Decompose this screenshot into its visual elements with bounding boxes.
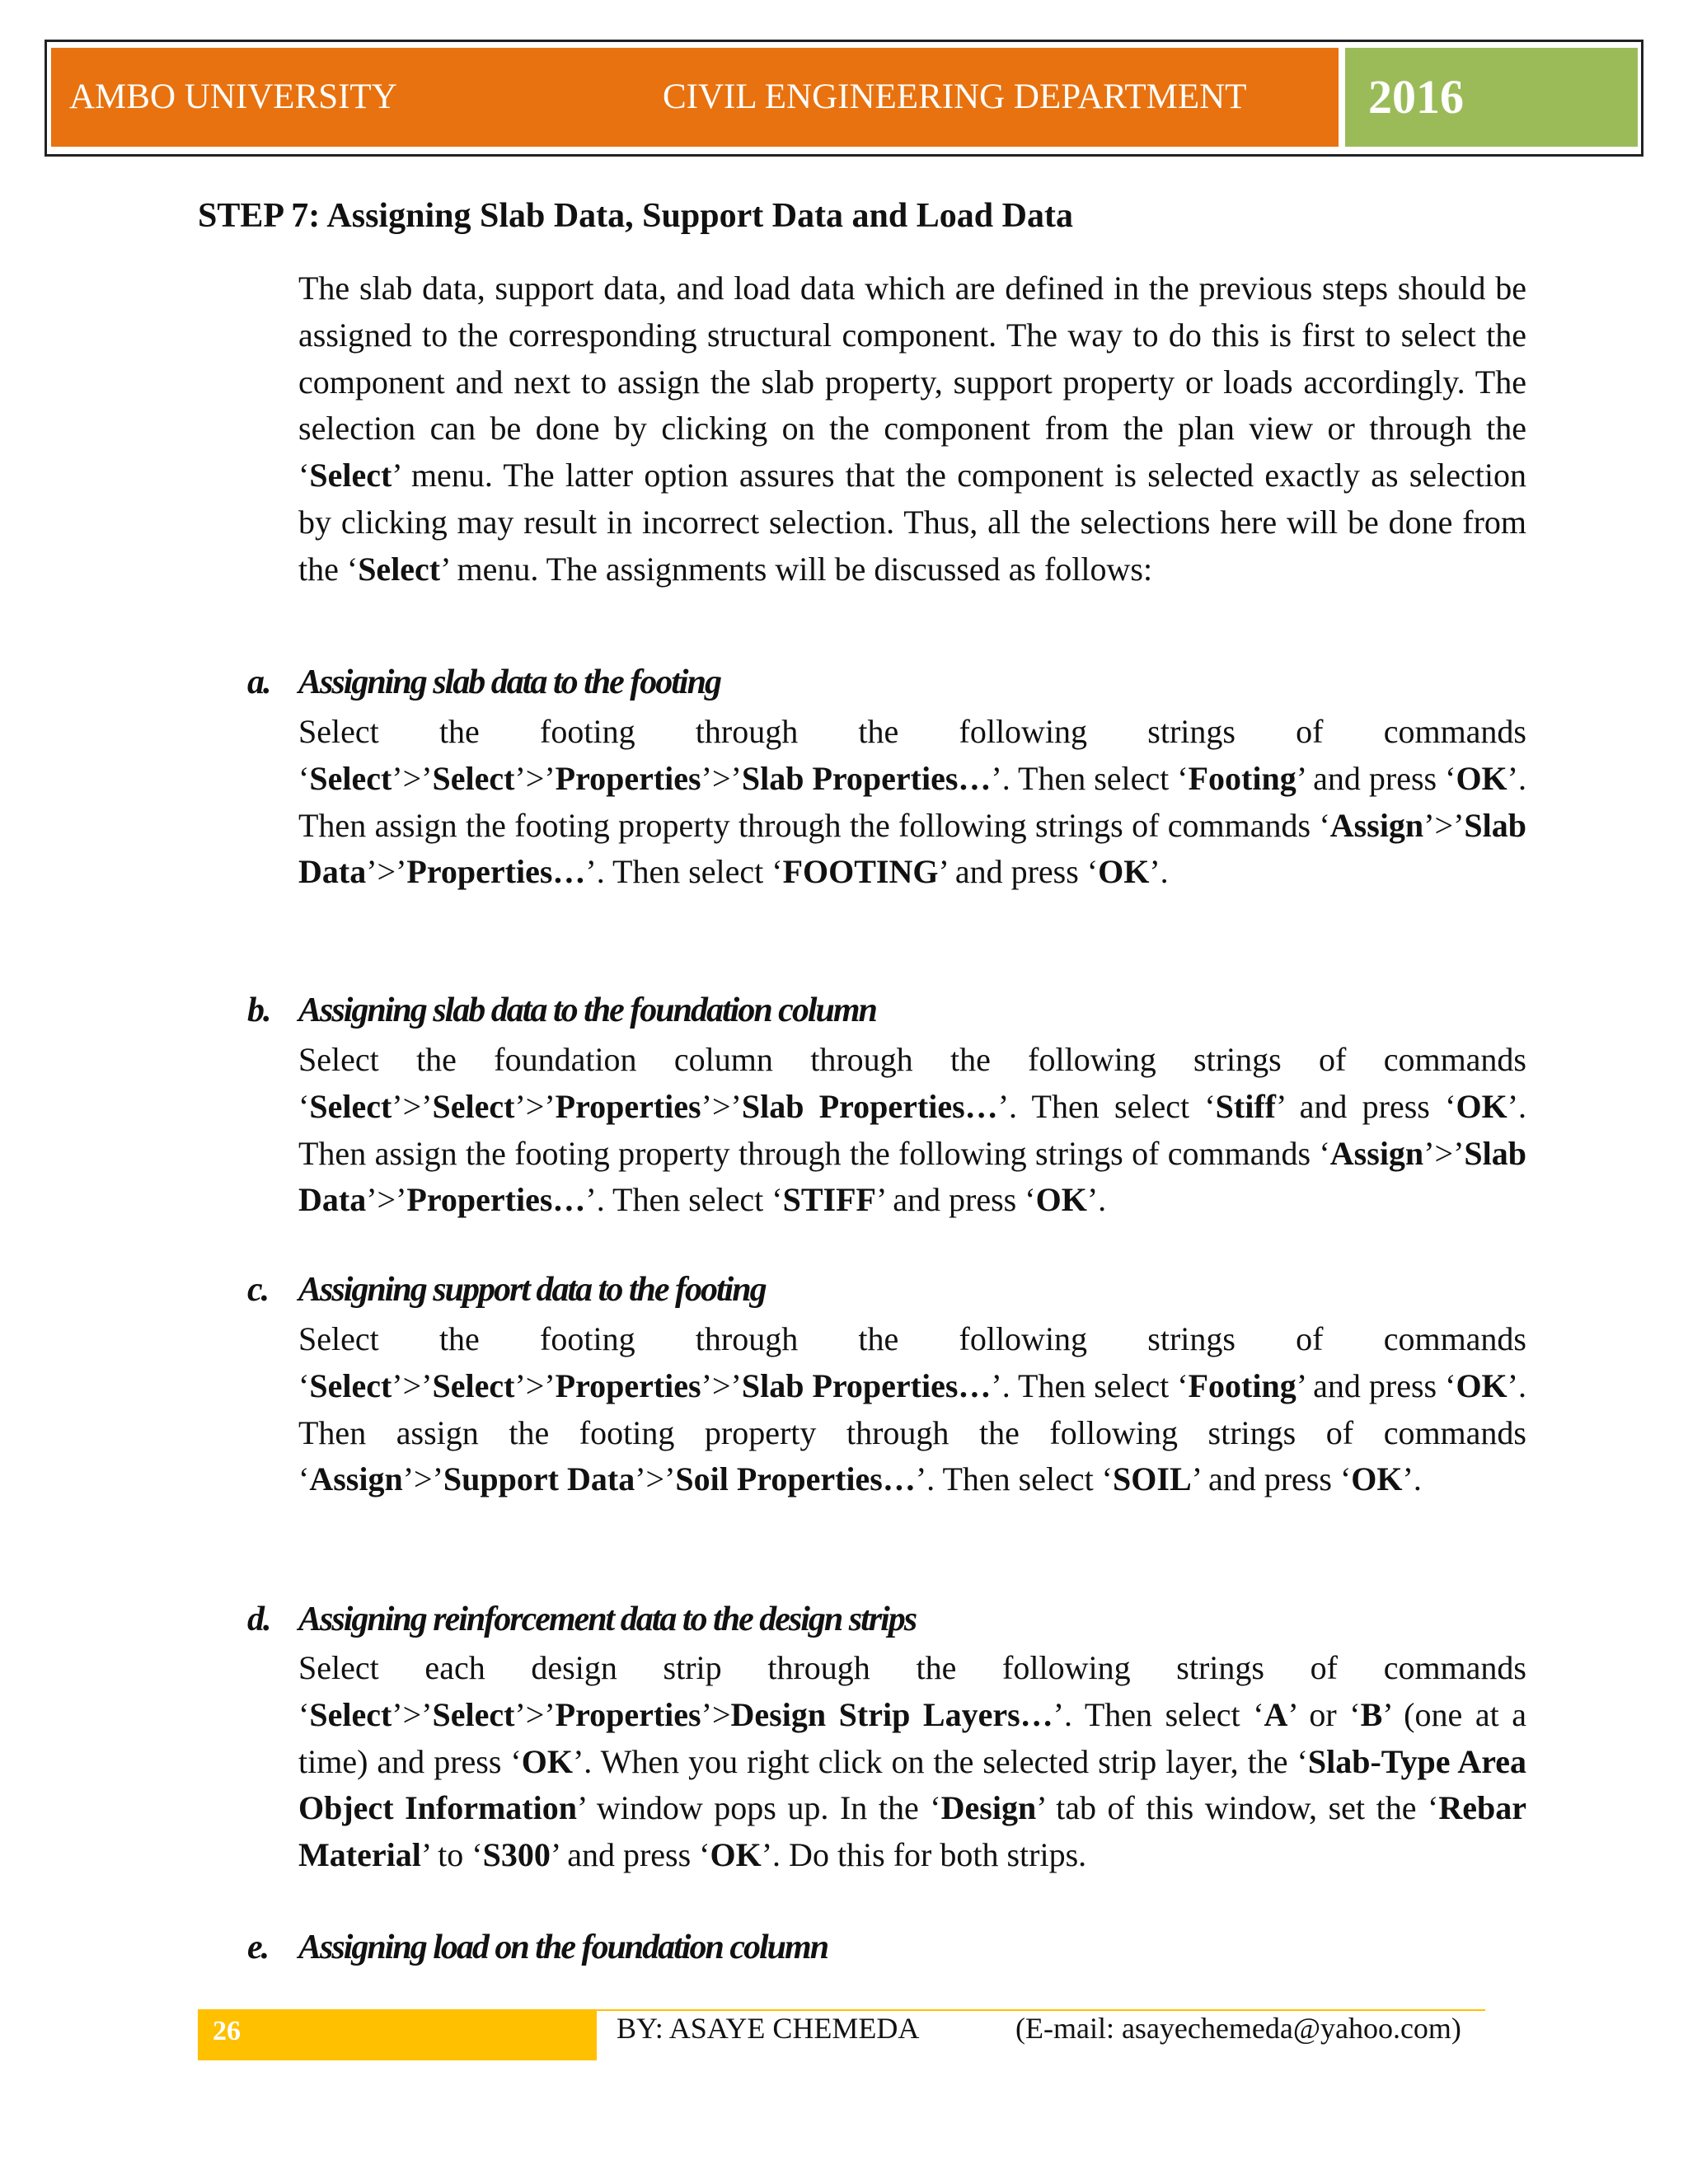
command-term: OK bbox=[1351, 1460, 1403, 1498]
paragraph-text: ’ window pops up. In the ‘ bbox=[576, 1789, 941, 1827]
command-term: Select bbox=[432, 1087, 515, 1125]
header-year: 2016 bbox=[1345, 48, 1638, 147]
command-term: Slab Data bbox=[298, 1134, 1526, 1219]
command-term: OK bbox=[710, 1836, 762, 1874]
command-term: Select bbox=[309, 1695, 392, 1733]
paragraph-text: ’. Then select ‘ bbox=[585, 853, 783, 891]
footer-email: (E-mail: asayechemeda@yahoo.com) bbox=[1015, 2012, 1461, 2045]
section-d-letter: d. bbox=[247, 1601, 270, 1638]
command-term: Select bbox=[432, 759, 515, 797]
command-term: SOIL bbox=[1113, 1460, 1192, 1498]
section-b-paragraph bbox=[298, 1037, 1526, 1224]
paragraph-text: ’. When you right click on the selected strip layer, the ‘ bbox=[572, 1742, 1308, 1780]
section-c-letter: c. bbox=[247, 1271, 269, 1309]
command-term: Select bbox=[309, 759, 392, 797]
department-name: CIVIL ENGINEERING DEPARTMENT bbox=[663, 77, 1247, 116]
intro-text-3: ’ menu. The assignments will be discussed as follows: bbox=[440, 550, 1153, 588]
paragraph-text: Select the footing through the following strings of commands ‘ bbox=[298, 713, 1526, 797]
paragraph-text: ’. Then select ‘ bbox=[991, 759, 1189, 797]
step-title: STEP 7: Assigning Slab Data, Support Data and Load Data bbox=[198, 197, 1073, 235]
paragraph-text: ’ and press ‘ bbox=[1296, 759, 1456, 797]
paragraph-text: ’> bbox=[701, 1695, 731, 1733]
paragraph-text: ’>’ bbox=[701, 1087, 742, 1125]
section-a-paragraph bbox=[298, 709, 1526, 896]
paragraph-text: ’ and press ‘ bbox=[938, 853, 1099, 891]
paragraph-text: ’ to ‘ bbox=[420, 1836, 483, 1874]
command-term: OK bbox=[1456, 1366, 1507, 1404]
paragraph-text: ’. Then select ‘ bbox=[991, 1366, 1189, 1404]
paragraph-text: ’>’ bbox=[366, 1181, 407, 1219]
paragraph-text: ’>’ bbox=[514, 1695, 556, 1733]
paragraph-text: ’>’ bbox=[701, 1366, 742, 1404]
command-term: Select bbox=[309, 1366, 392, 1404]
command-term: S300 bbox=[482, 1836, 551, 1874]
command-term: Slab Data bbox=[298, 806, 1526, 891]
command-term: Assign bbox=[1329, 1134, 1424, 1172]
section-b-heading bbox=[247, 991, 876, 1030]
command-term: Properties bbox=[555, 759, 701, 797]
command-term: Footing bbox=[1188, 759, 1296, 797]
command-term: Properties bbox=[555, 1695, 701, 1733]
paragraph-text: ’. Then assign the footing property through the following strings of commands ‘ bbox=[298, 759, 1526, 844]
paragraph-text: Select the foundation column through the following strings of commands ‘ bbox=[298, 1041, 1526, 1125]
intro-bold-1: Select bbox=[309, 457, 392, 494]
section-d-paragraph bbox=[298, 1645, 1526, 1879]
intro-paragraph bbox=[298, 265, 1526, 593]
intro-text-1: The slab data, support data, and load data which are defined in the previous steps should be assigned to the corresponding structural component. The way to do this is first to select the component and next to assign the slab property, support property or loads accordingly. The selection can be done by clicking on the component from the plan view or through the ‘ bbox=[298, 269, 1526, 494]
command-term: Slab Properties… bbox=[741, 1366, 992, 1404]
paragraph-text: ’>’ bbox=[402, 1460, 443, 1498]
paragraph-text: ’. Then select ‘ bbox=[585, 1181, 783, 1219]
paragraph-text: ’. Then select ‘ bbox=[997, 1087, 1216, 1125]
command-term: OK bbox=[1035, 1181, 1087, 1219]
intro-bold-2: Select bbox=[358, 550, 441, 588]
paragraph-text: ’>’ bbox=[1423, 806, 1465, 844]
section-d-title: Assigning reinforcement data to the design strips bbox=[298, 1601, 917, 1638]
paragraph-text: ’>’ bbox=[514, 759, 556, 797]
command-term: Slab-Type Area Object Information bbox=[298, 1742, 1526, 1827]
command-term: Properties bbox=[555, 1366, 701, 1404]
paragraph-text: ’ and press ‘ bbox=[1296, 1366, 1456, 1404]
paragraph-text: ’ (one at a time) and press ‘ bbox=[298, 1695, 1527, 1780]
paragraph-text: ’ or ‘ bbox=[1287, 1695, 1361, 1733]
paragraph-text: ’. bbox=[1086, 1181, 1107, 1219]
paragraph-text: Select the footing through the following strings of commands ‘ bbox=[298, 1320, 1526, 1404]
command-term: FOOTING bbox=[782, 853, 939, 891]
command-term: Design Strip Layers… bbox=[730, 1695, 1053, 1733]
paragraph-text: ’. Do this for both strips. bbox=[761, 1836, 1087, 1874]
command-term: B bbox=[1360, 1695, 1383, 1733]
command-term: Stiff bbox=[1215, 1087, 1276, 1125]
footer-page-number: 26 bbox=[198, 2009, 597, 2060]
command-term: A bbox=[1264, 1695, 1288, 1733]
intro-text-2: ’ menu. The latter option assures that the component is selected exactly as selection by clicking may result in incorrect selection. Thus, all the selections here will be done from the ‘ bbox=[298, 457, 1526, 588]
section-a-title: Assigning slab data to the footing bbox=[298, 663, 720, 701]
command-term: Assign bbox=[309, 1460, 403, 1498]
command-term: STIFF bbox=[782, 1181, 876, 1219]
section-a-heading bbox=[247, 663, 720, 702]
command-term: Footing bbox=[1188, 1366, 1296, 1404]
section-e-letter: e. bbox=[247, 1929, 269, 1966]
paragraph-text: ’ tab of this window, set the ‘ bbox=[1036, 1789, 1439, 1827]
command-term: OK bbox=[1456, 759, 1507, 797]
command-term: OK bbox=[1098, 853, 1150, 891]
command-term: Select bbox=[309, 1087, 392, 1125]
paragraph-text: ’>’ bbox=[514, 1366, 556, 1404]
paragraph-text: ’>’ bbox=[701, 759, 742, 797]
command-term: Slab Properties… bbox=[741, 759, 992, 797]
paragraph-text: ’. bbox=[1149, 853, 1169, 891]
command-term: Slab Properties… bbox=[741, 1087, 998, 1125]
paragraph-text: ’>’ bbox=[1423, 1134, 1465, 1172]
paragraph-text: ’. Then assign the footing property through the following strings of commands ‘ bbox=[298, 1366, 1526, 1498]
paragraph-text: ’. Then assign the footing property through the following strings of commands ‘ bbox=[298, 1087, 1527, 1172]
section-b-title: Assigning slab data to the foundation column bbox=[298, 991, 876, 1029]
section-a-letter: a. bbox=[247, 663, 270, 701]
command-term: OK bbox=[1456, 1087, 1507, 1125]
section-e-title: Assigning load on the foundation column bbox=[298, 1929, 828, 1966]
paragraph-text: ’ and press ‘ bbox=[1276, 1087, 1456, 1125]
command-term: Properties… bbox=[406, 853, 586, 891]
command-term: Rebar Material bbox=[298, 1789, 1526, 1874]
command-term: Design bbox=[940, 1789, 1037, 1827]
command-term: Select bbox=[432, 1695, 515, 1733]
paragraph-text: ’. Then select ‘ bbox=[1053, 1695, 1264, 1733]
paragraph-text: ’ and press ‘ bbox=[875, 1181, 1036, 1219]
paragraph-text: ’ and press ‘ bbox=[1191, 1460, 1352, 1498]
paragraph-text: ’ and press ‘ bbox=[550, 1836, 710, 1874]
university-name: AMBO UNIVERSITY bbox=[69, 77, 397, 116]
command-term: Properties bbox=[555, 1087, 701, 1125]
paragraph-text: ’. bbox=[1402, 1460, 1422, 1498]
paragraph-text: Select each design strip through the following strings of commands ‘ bbox=[298, 1649, 1526, 1733]
paragraph-text: ’>’ bbox=[635, 1460, 676, 1498]
command-term: Properties… bbox=[406, 1181, 586, 1219]
paragraph-text: ’>’ bbox=[392, 1366, 433, 1404]
section-c-heading bbox=[247, 1270, 766, 1310]
paragraph-text: ’>’ bbox=[366, 853, 407, 891]
paragraph-text: ’>’ bbox=[392, 1087, 433, 1125]
paragraph-text: ’. Then select ‘ bbox=[915, 1460, 1114, 1498]
section-d-heading bbox=[247, 1600, 916, 1639]
section-b-letter: b. bbox=[247, 991, 270, 1029]
header-banner bbox=[51, 48, 1339, 147]
command-term: Assign bbox=[1329, 806, 1424, 844]
paragraph-text: ’>’ bbox=[392, 759, 433, 797]
paragraph-text: ’>’ bbox=[392, 1695, 433, 1733]
section-c-paragraph bbox=[298, 1316, 1526, 1503]
command-term: Select bbox=[432, 1366, 515, 1404]
command-term: Support Data bbox=[443, 1460, 635, 1498]
command-term: Soil Properties… bbox=[675, 1460, 916, 1498]
section-e-heading bbox=[247, 1928, 828, 1967]
paragraph-text: ’>’ bbox=[514, 1087, 556, 1125]
command-term: OK bbox=[521, 1742, 573, 1780]
section-c-title: Assigning support data to the footing bbox=[298, 1271, 766, 1309]
footer-author: BY: ASAYE CHEMEDA bbox=[617, 2012, 920, 2045]
